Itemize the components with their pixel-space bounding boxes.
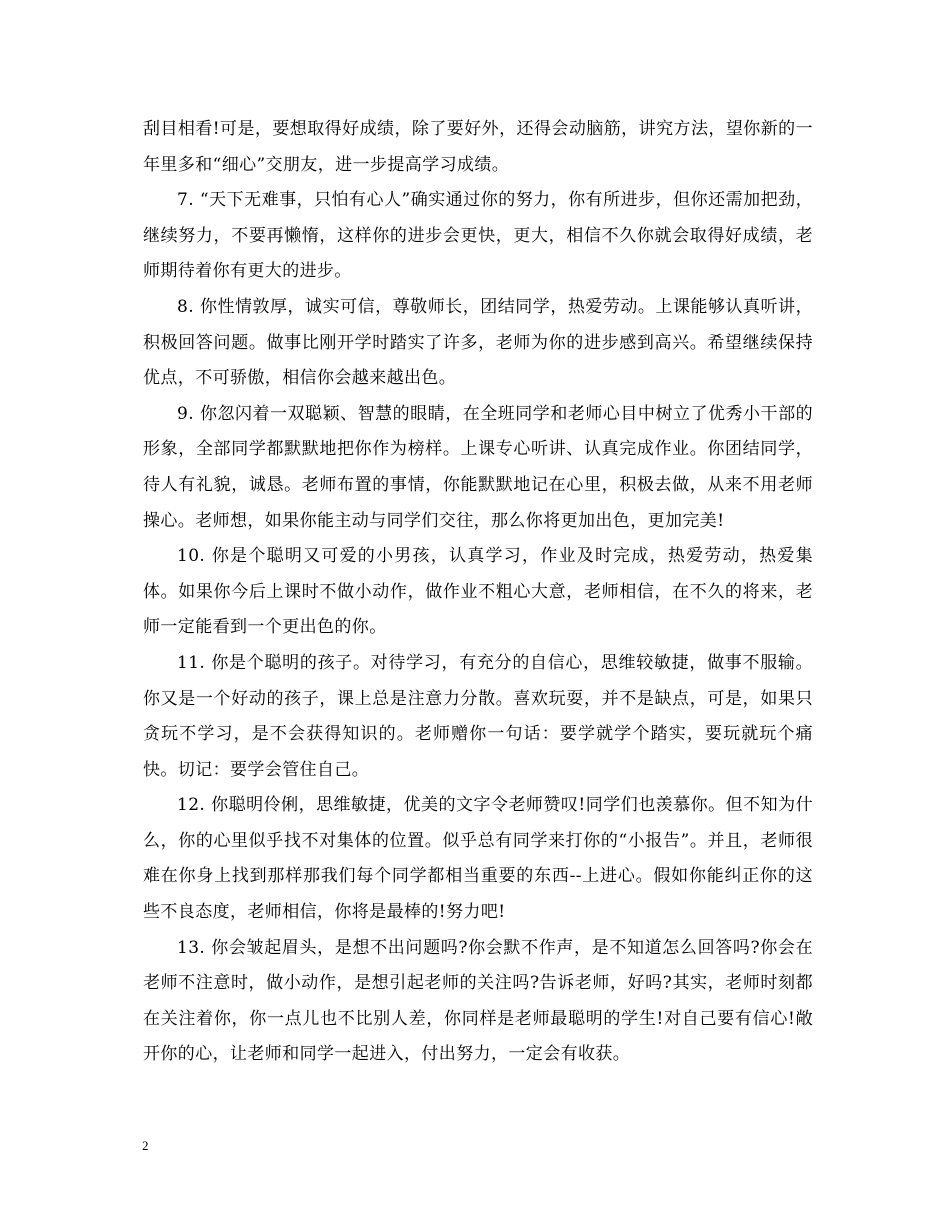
paragraph-continuation: 刮目相看!可是，要想取得好成绩，除了要好外，还得会动脑筋，讲究方法，望你新的一年里多和“细心”交朋友，进一步提高学习成绩。: [143, 119, 813, 175]
paragraph-item-7: 7. “天下无难事，只怕有心人”确实通过你的努力，你有所进步，但你还需加把劲，继续努力，不要再懒惰，这样你的进步会更快，更大，相信不久你就会取得好成绩，老师期待着你有更大的进步。: [143, 190, 813, 282]
paragraph-item-9: 9. 你忽闪着一双聪颖、智慧的眼睛，在全班同学和老师心目中树立了优秀小干部的形象，全部同学都默默地把你作为榜样。上课专心听讲、认真完成作业。你团结同学，待人有礼貌，诚恳。老师布置的事情，你能默默地记在心里，积极去做，从来不用老师操心。老师想，如果你能主动与同学们交往，那么你将更加出色，更加完美!: [143, 403, 813, 531]
document-body: [143, 112, 813, 1073]
paragraph-item-13: 13. 你会皱起眉头，是想不出问题吗?你会默不作声，是不知道怎么回答吗?你会在老师不注意时，做小动作，是想引起老师的关注吗?告诉老师，好吗?其实，老师时刻都在关注着你，你一点儿也不比别人差，你同样是老师最聪明的学生!对自己要有信心!敞开你的心，让老师和同学一起进入，付出努力，一定会有收获。: [143, 937, 813, 1065]
paragraph-item-12: 12. 你聪明伶俐，思维敏捷，优美的文字令老师赞叹!同学们也羡慕你。但不知为什么，你的心里似乎找不对集体的位置。似乎总有同学来打你的“小报告”。并且，老师很难在你身上找到那样那我们每个同学都相当重要的东西--上进心。假如你能纠正你的这些不良态度，老师相信，你将是最棒的!努力吧!: [143, 795, 813, 923]
page-number: 2: [142, 1138, 149, 1153]
paragraph-item-11: 11. 你是个聪明的孩子。对待学习，有充分的自信心，思维较敏捷，做事不服输。你又是一个好动的孩子，课上总是注意力分散。喜欢玩耍，并不是缺点，可是，如果只贪玩不学习，是不会获得知识的。老师赠你一句话：要学就学个踏实，要玩就玩个痛快。切记：要学会管住自己。: [143, 652, 813, 780]
paragraph-item-10: 10. 你是个聪明又可爱的小男孩，认真学习，作业及时完成，热爱劳动，热爱集体。如果你今后上课时不做小动作，做作业不粗心大意，老师相信，在不久的将来，老师一定能看到一个更出色的你。: [143, 546, 813, 638]
paragraph-item-8: 8. 你性情敦厚，诚实可信，尊敬师长，团结同学，热爱劳动。上课能够认真听讲，积极回答问题。做事比刚开学时踏实了许多，老师为你的进步感到高兴。希望继续保持优点，不可骄傲，相信你会越来越出色。: [143, 296, 813, 389]
